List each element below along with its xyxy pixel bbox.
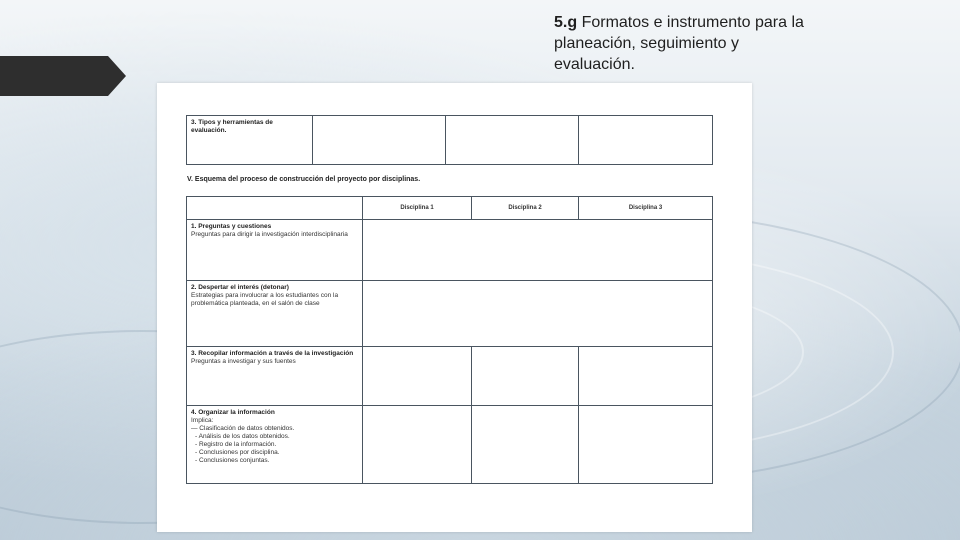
empty-cell bbox=[579, 116, 713, 165]
row-title: 1. Preguntas y cuestiones bbox=[191, 223, 272, 230]
section-title: V. Esquema del proceso de construcción del proyecto por disciplinas. bbox=[187, 176, 421, 183]
row-label bbox=[187, 347, 363, 406]
row-description: Preguntas para dirigir la investigación interdisciplinaria bbox=[191, 231, 348, 238]
row-description: Implica: bbox=[191, 417, 214, 424]
row-title: 4. Organizar la información bbox=[191, 409, 275, 416]
row-description: Estrategias para involucrar a los estudiantes con la bbox=[191, 292, 339, 299]
column-header: Disciplina 1 bbox=[363, 197, 472, 220]
table-row bbox=[187, 406, 713, 484]
row-label bbox=[187, 406, 363, 484]
evaluation-tools-table bbox=[186, 115, 713, 165]
empty-cell bbox=[472, 347, 579, 406]
table-row bbox=[187, 347, 713, 406]
row-description: problemática planteada, en el salón de clase bbox=[191, 300, 320, 307]
arrow-banner bbox=[0, 56, 126, 96]
table-row bbox=[187, 220, 713, 281]
row-description: Preguntas a investigar y sus fuentes bbox=[191, 358, 296, 365]
empty-cell bbox=[579, 347, 713, 406]
column-header: Disciplina 3 bbox=[579, 197, 713, 220]
table-row bbox=[187, 281, 713, 347]
row-description: - Análisis de los datos obtenidos. bbox=[195, 433, 290, 440]
row-description: - Registro de la información. bbox=[195, 441, 277, 448]
discipline-process-table bbox=[186, 196, 713, 484]
empty-cell bbox=[363, 347, 472, 406]
slide-title bbox=[554, 12, 814, 75]
table-header-row bbox=[187, 197, 713, 220]
row-title: 2. Despertar el interés (detonar) bbox=[191, 284, 289, 291]
merged-cell bbox=[363, 220, 713, 281]
row-description: - Conclusiones conjuntas. bbox=[195, 457, 270, 464]
form-sheet bbox=[157, 83, 752, 532]
row-title: 3. Recopilar información a través de la investigación bbox=[191, 350, 354, 357]
row-description: — Clasificación de datos obtenidos. bbox=[191, 425, 295, 432]
empty-cell bbox=[187, 197, 363, 220]
column-header: Disciplina 2 bbox=[472, 197, 579, 220]
row-label bbox=[187, 220, 363, 281]
empty-cell bbox=[313, 116, 446, 165]
evaluation-tools-label: 3. Tipos y herramientas de evaluación. bbox=[187, 116, 313, 165]
row-label bbox=[187, 281, 363, 347]
title-text: Formatos e instrumento para la planeación, seguimiento y evaluación. bbox=[554, 14, 804, 73]
empty-cell bbox=[472, 406, 579, 484]
empty-cell bbox=[579, 406, 713, 484]
empty-cell bbox=[363, 406, 472, 484]
empty-cell bbox=[446, 116, 579, 165]
row-description: - Conclusiones por disciplina. bbox=[195, 449, 280, 456]
title-number: 5.g bbox=[554, 14, 578, 31]
merged-cell bbox=[363, 281, 713, 347]
